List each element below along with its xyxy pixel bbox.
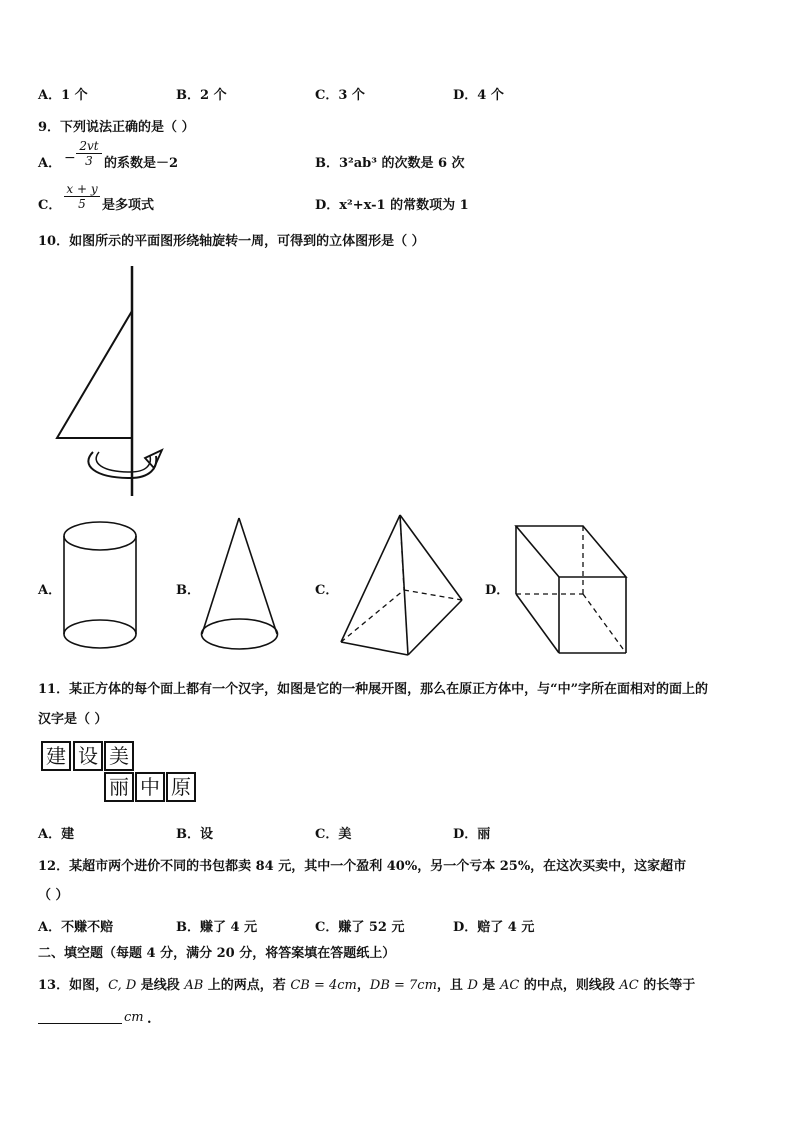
fraction-numerator: x + y (66, 182, 98, 196)
option-text: 建 (61, 827, 75, 842)
q13-text: 的长等于 (638, 978, 696, 993)
q13-math: CB = 4cm (290, 978, 357, 993)
q10-option-c-letter: C． (315, 583, 339, 598)
q13-text: ，且 (436, 978, 468, 993)
q11-option-c (315, 823, 351, 842)
q13-math: C, D (108, 978, 137, 993)
option-text: 美 (338, 827, 352, 842)
q12-stem-line2: （ ） (38, 888, 69, 903)
q10-stem: 10．如图所示的平面图形绕轴旋转一周，可得到的立体图形是（ ） (38, 234, 425, 249)
section-heading-fill-in: 二、填空题（每题 4 分，满分 20 分，将答案填在答题纸上） (38, 946, 396, 961)
q11-option-a (38, 823, 74, 842)
q13-math: AC (499, 978, 520, 993)
option-letter: D． (453, 827, 478, 842)
net-cell-yuan: 原 (166, 772, 196, 802)
q12-option-b (176, 916, 257, 935)
q9-option-a-tail: 的系数是－2 (104, 156, 179, 171)
q13-text: 的中点，则线段 (519, 978, 620, 993)
net-cell-she: 设 (73, 741, 103, 771)
q11-stem-line2: 汉字是（ ） (38, 712, 108, 727)
option-letter: D． (453, 920, 478, 935)
option-letter: A． (38, 920, 62, 935)
option-letter: B． (176, 920, 200, 935)
q9-option-b: B．3²ab³ 的次数是 6 次 (315, 156, 465, 171)
option-letter: C． (315, 920, 339, 935)
net-cell-zhong: 中 (135, 772, 165, 802)
option-text: 4 个 (477, 88, 504, 103)
q13-unit: cm (124, 1010, 144, 1025)
q11-option-d (453, 823, 490, 842)
q9-option-a-letter: A． (38, 156, 62, 171)
fraction-numerator: 2vt (79, 139, 99, 153)
option-letter: D． (453, 88, 478, 103)
q13-text: 13．如图， (38, 978, 109, 993)
q13-math: AB (184, 978, 204, 993)
fraction-denominator: 3 (85, 154, 93, 168)
option-text: 赔了 4 元 (477, 920, 535, 935)
q12-option-c (315, 916, 405, 935)
q13-math: AC (619, 978, 639, 993)
q9-option-d: D．x²+x-1 的常数项为 1 (315, 198, 469, 213)
q13-text: 是线段 (136, 978, 185, 993)
option-text: 不赚不赔 (61, 920, 114, 935)
net-cell-li: 丽 (104, 772, 134, 802)
q13-stem (38, 974, 695, 993)
option-text: 设 (200, 827, 214, 842)
q13-text: 是 (477, 978, 500, 993)
q13-math: D (467, 978, 478, 993)
q13-period: . (147, 1012, 152, 1027)
option-letter: A． (38, 88, 62, 103)
q12-stem-line1: 12．某超市两个进价不同的书包都卖 84 元，其中一个盈利 40%，另一个亏本 25%，在这次买卖中，这家超市 (38, 859, 687, 874)
q9-option-c-letter: C． (38, 198, 62, 213)
option-letter: B． (176, 88, 200, 103)
option-letter: B． (176, 827, 200, 842)
q10-option-a-letter: A． (38, 583, 62, 598)
q13-text: ， (356, 978, 370, 993)
option-text: 1 个 (61, 88, 88, 103)
q11-option-b (176, 823, 213, 842)
q11-stem-line1: 11．某正方体的每个面上都有一个汉字，如图是它的一种展开图，那么在原正方体中，与“中”字所在面相对的面上的 (38, 682, 709, 697)
q13-math: DB = 7cm (369, 978, 437, 993)
option-text: 丽 (477, 827, 491, 842)
q9-option-a-sign: − (64, 150, 76, 166)
option-text: 赚了 52 元 (338, 920, 405, 935)
q12-option-a (38, 916, 113, 935)
net-cell-mei: 美 (104, 741, 134, 771)
option-letter: C． (315, 827, 339, 842)
q13-answer-blank[interactable] (38, 1022, 122, 1024)
net-cell-jian: 建 (41, 741, 71, 771)
q13-text: 上的两点，若 (203, 978, 291, 993)
q10-option-b-letter: B． (176, 583, 200, 598)
option-letter: A． (38, 827, 62, 842)
fraction-denominator: 5 (78, 197, 86, 211)
option-text: 3 个 (338, 88, 365, 103)
q9-option-c-tail: 是多项式 (102, 198, 155, 213)
q9-stem: 9．下列说法正确的是（ ） (38, 120, 195, 135)
q10-option-d-letter: D． (485, 583, 510, 598)
option-text: 赚了 4 元 (200, 920, 258, 935)
q12-option-d (453, 916, 534, 935)
option-letter: C． (315, 88, 339, 103)
option-text: 2 个 (200, 88, 227, 103)
